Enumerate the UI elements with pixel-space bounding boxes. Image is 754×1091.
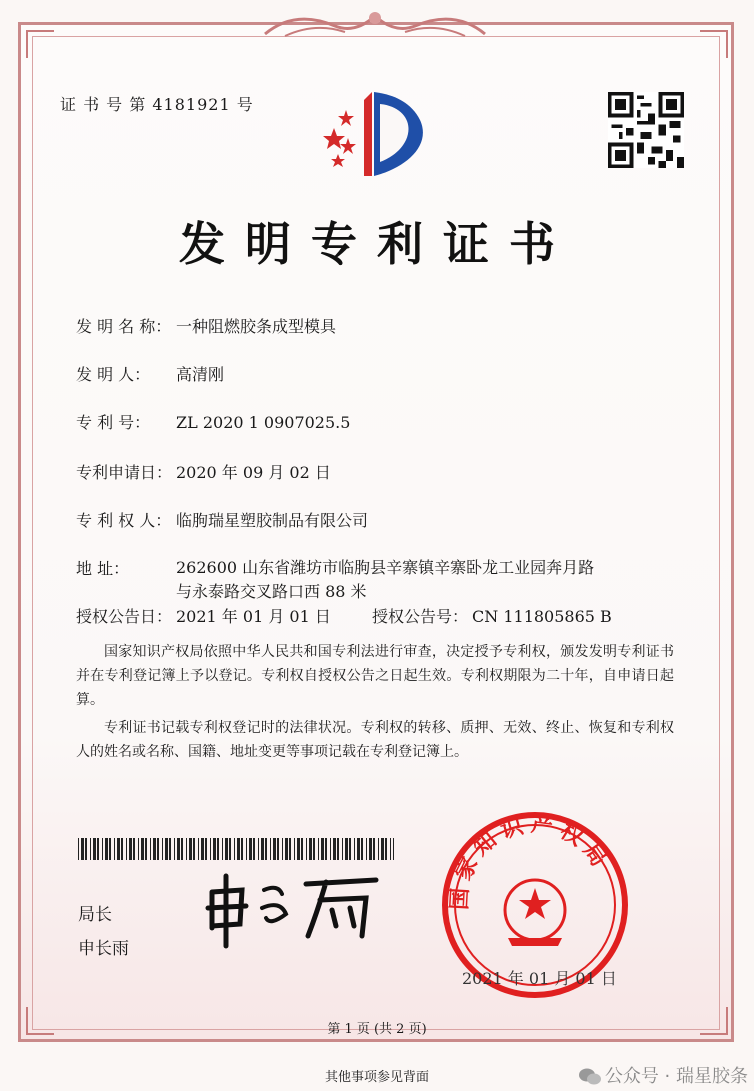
field-label: 专利申请日： bbox=[76, 463, 173, 482]
field-patentee bbox=[76, 508, 368, 531]
field-label: 授权公告日： bbox=[76, 607, 173, 626]
handwritten-signature-icon bbox=[200, 870, 390, 950]
back-side-note: 其他事项参见背面 bbox=[324, 1070, 429, 1085]
seal-text: 国家知识产权局 bbox=[447, 811, 615, 911]
field-grant-no bbox=[372, 604, 612, 627]
field-value: 高清刚 bbox=[176, 365, 225, 384]
field-label: 发 明 名 称： bbox=[76, 317, 172, 336]
certificate-number-suffix: 号 bbox=[236, 95, 254, 114]
field-value: 临朐瑞星塑胶制品有限公司 bbox=[176, 511, 369, 530]
wechat-watermark bbox=[579, 1062, 748, 1088]
field-inventor bbox=[76, 362, 224, 385]
field-address-value: 262600 山东省潍坊市临朐县辛寨镇辛寨卧龙工业园奔月路与永泰路交叉路口西 88 米 bbox=[176, 558, 595, 601]
seal-date: 2021 年 01 月 01 日 bbox=[462, 969, 617, 988]
field-value: 2021 年 01 月 01 日 bbox=[176, 607, 331, 626]
field-value: 一种阻燃胶条成型模具 bbox=[176, 317, 337, 336]
signatory-title: 局长 bbox=[78, 905, 112, 925]
field-label: 授权公告号： bbox=[372, 607, 469, 626]
field-label: 专 利 权 人： bbox=[76, 511, 172, 530]
field-filing-date bbox=[76, 460, 331, 483]
certificate-number-value: 4181921 bbox=[152, 95, 231, 114]
statement-paragraph-1: 国家知识产权局依照中华人民共和国专利法进行审查，决定授予专利权，颁发发明专利证书并在专利登记簿上予以登记。专利权自授权公告之日起生效。专利权期限为二十年，自申请日起算。 bbox=[76, 644, 674, 708]
field-address bbox=[76, 556, 176, 579]
field-label: 发 明 人： bbox=[76, 365, 151, 384]
certificate-title: 发明专利证书 bbox=[179, 217, 575, 271]
field-invention-name bbox=[76, 314, 336, 337]
field-grant-date bbox=[76, 604, 331, 627]
cnipa-logo-icon bbox=[310, 88, 440, 180]
certificate-number bbox=[60, 92, 254, 115]
statement-paragraph-2: 专利证书记载专利权登记时的法律状况。专利权的转移、质押、无效、终止、恢复和专利权人的姓名或名称、国籍、地址变更等事项记载在专利登记簿上。 bbox=[76, 720, 674, 760]
wechat-icon bbox=[579, 1068, 601, 1086]
barcode-icon bbox=[78, 838, 394, 860]
field-value: CN 111805865 B bbox=[472, 607, 612, 626]
qr-code-icon bbox=[608, 92, 684, 168]
field-value: ZL 2020 1 0907025.5 bbox=[176, 413, 351, 432]
field-patent-no bbox=[76, 410, 350, 433]
watermark-text: 公众号 · 瑞星胶条 bbox=[604, 1066, 748, 1087]
field-value: 2020 年 09 月 02 日 bbox=[176, 463, 331, 482]
signatory-name: 申长雨 bbox=[78, 939, 129, 959]
certificate-number-label: 证 书 号 第 bbox=[60, 95, 147, 114]
frame-corner-ornament bbox=[700, 30, 728, 58]
crest-ornament-icon bbox=[255, 4, 495, 44]
frame-corner-ornament bbox=[26, 30, 54, 58]
field-label: 地 址： bbox=[76, 559, 130, 578]
field-label: 专 利 号： bbox=[76, 413, 151, 432]
page-number: 第 1 页 (共 2 页) bbox=[327, 1022, 427, 1037]
